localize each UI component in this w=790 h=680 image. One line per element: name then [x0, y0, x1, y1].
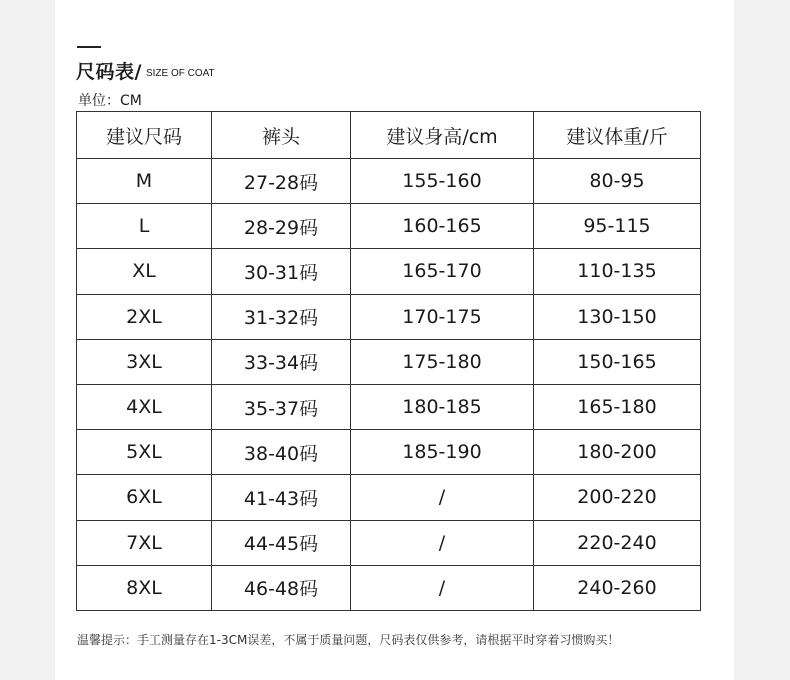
cell-height: 165-170 [351, 249, 534, 294]
unit-label: 单位：CM [78, 93, 142, 109]
cell-size: XL [77, 249, 212, 294]
cell-size: 7XL [77, 520, 212, 565]
table-body [77, 159, 701, 611]
cell-waist: 35-37码 [212, 384, 351, 429]
table-row [77, 475, 701, 520]
table-header-row [77, 112, 701, 159]
cell-waist: 46-48码 [212, 565, 351, 610]
cell-size: 3XL [77, 339, 212, 384]
cell-height: 170-175 [351, 294, 534, 339]
cell-waist: 38-40码 [212, 430, 351, 475]
cell-waist: 31-32码 [212, 294, 351, 339]
cell-weight: 180-200 [534, 430, 701, 475]
cell-size: 6XL [77, 475, 212, 520]
cell-waist: 27-28码 [212, 159, 351, 204]
page-title [76, 57, 215, 84]
table-row [77, 249, 701, 294]
cell-weight: 130-150 [534, 294, 701, 339]
cell-height: / [351, 475, 534, 520]
table-row [77, 204, 701, 249]
header-waist: 裤头 [212, 112, 351, 159]
table-row [77, 520, 701, 565]
cell-height: 155-160 [351, 159, 534, 204]
cell-height: / [351, 520, 534, 565]
header-weight: 建议体重/斤 [534, 112, 701, 159]
table-row [77, 159, 701, 204]
table-row [77, 430, 701, 475]
cell-height: 180-185 [351, 384, 534, 429]
size-table [76, 111, 701, 611]
table-row [77, 565, 701, 610]
table-row [77, 294, 701, 339]
header-size: 建议尺码 [77, 112, 212, 159]
title-subtitle: SIZE OF COAT [145, 68, 215, 79]
cell-weight: 95-115 [534, 204, 701, 249]
cell-size: 8XL [77, 565, 212, 610]
cell-waist: 30-31码 [212, 249, 351, 294]
table-row [77, 339, 701, 384]
title-main: 尺码表/ [76, 61, 142, 83]
cell-weight: 80-95 [534, 159, 701, 204]
cell-weight: 200-220 [534, 475, 701, 520]
cell-size: 2XL [77, 294, 212, 339]
cell-size: 4XL [77, 384, 212, 429]
cell-waist: 28-29码 [212, 204, 351, 249]
cell-size: L [77, 204, 212, 249]
cell-size: 5XL [77, 430, 212, 475]
cell-height: 175-180 [351, 339, 534, 384]
cell-size: M [77, 159, 212, 204]
title-accent-bar [77, 46, 101, 48]
cell-weight: 165-180 [534, 384, 701, 429]
cell-waist: 41-43码 [212, 475, 351, 520]
cell-weight: 110-135 [534, 249, 701, 294]
cell-height: / [351, 565, 534, 610]
cell-waist: 44-45码 [212, 520, 351, 565]
cell-weight: 150-165 [534, 339, 701, 384]
cell-waist: 33-34码 [212, 339, 351, 384]
cell-weight: 220-240 [534, 520, 701, 565]
cell-height: 160-165 [351, 204, 534, 249]
cell-weight: 240-260 [534, 565, 701, 610]
table-row [77, 384, 701, 429]
cell-height: 185-190 [351, 430, 534, 475]
header-height: 建议身高/cm [351, 112, 534, 159]
footnote: 温馨提示：手工测量存在1-3CM误差，不属于质量问题，尺码表仅供参考，请根据平时穿着习惯购买！ [77, 633, 620, 647]
